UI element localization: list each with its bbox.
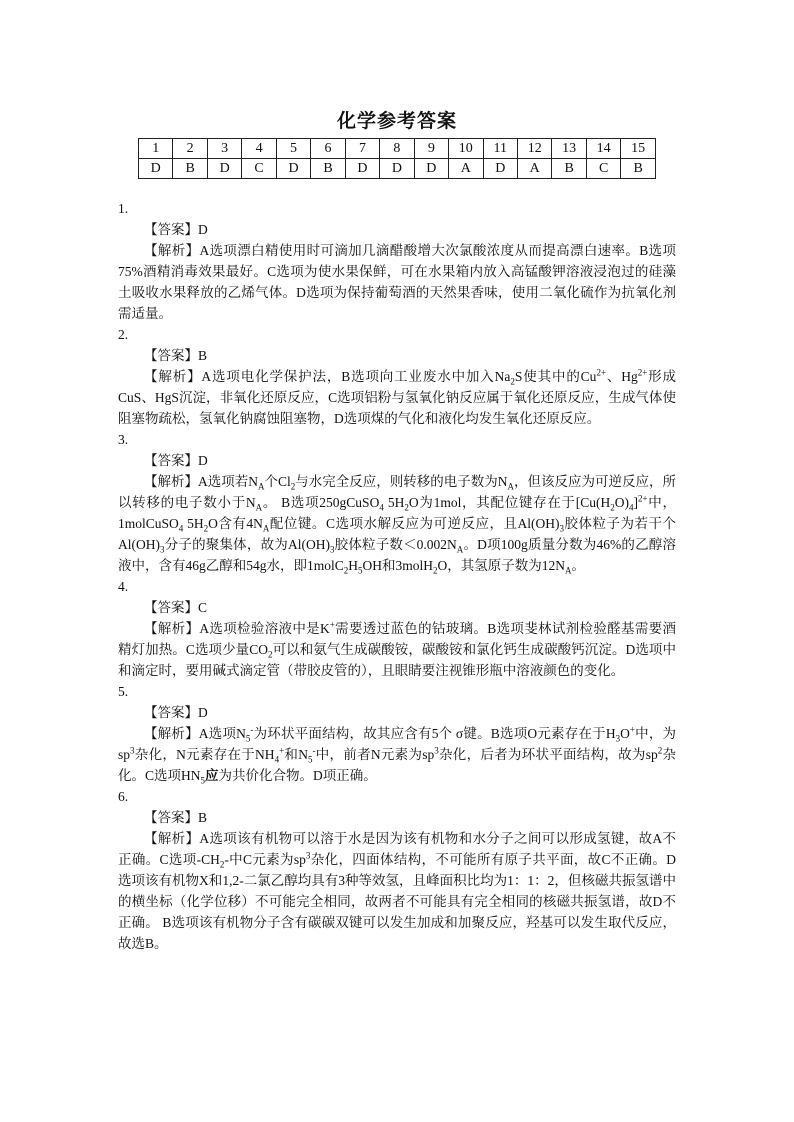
question-number-cell: 2 [173, 139, 207, 159]
answer-value: D [198, 453, 208, 468]
explanation-prefix: 【解析】 [144, 369, 202, 384]
explanation [118, 618, 676, 681]
question-block [118, 429, 676, 576]
explanation-prefix: 【解析】 [144, 474, 198, 489]
question-number-cell: 4 [242, 139, 276, 159]
answer-line [118, 219, 676, 240]
answer-value: B [198, 348, 208, 363]
answer-cell: D [139, 159, 173, 179]
question-block [118, 786, 676, 954]
question-number-cell: 3 [207, 139, 241, 159]
question-number-cell: 12 [517, 139, 551, 159]
answer-cell: B [552, 159, 586, 179]
explanation-prefix: 【解析】 [144, 831, 200, 846]
answer-table [138, 138, 656, 179]
question-number-cell: 15 [621, 139, 656, 159]
answer-table-answer-row [139, 159, 656, 179]
answer-cell: D [345, 159, 379, 179]
answer-prefix: 【答案】 [144, 810, 198, 825]
explanation [118, 240, 676, 324]
explanation-text: A选项检验溶液中是K+需要透过蓝色的钴玻璃。B选项斐林试剂检验醛基需要酒精灯加热。C选项少量$CO_2$可以和氨气生成碳酸铵，碳酸铵和氯化钙生成碳酸钙沉淀。D选项中和滴定时，要用碱式滴定管（带胶皮管的），且眼睛要注视锥形瓶中溶液颜色的变化。 [118, 619, 677, 678]
question-number-cell: 1 [139, 139, 173, 159]
answer-line [118, 597, 676, 618]
question-number-cell: 9 [414, 139, 448, 159]
explanation-text: A选项电化学保护法，B选项向工业废水中加入$Na_2S$使其中的$Cu^{2+}$、$Hg^{2+}$形成CuS、HgS沉淀，非氧化还原反应，C选项铝粉与氢氧化钠反应属于氧化还原反应，生成气体使阻塞物疏松，氢氧化钠腐蚀阻塞物，D选项煤的气化和液化均发生氧化还原反应。 [118, 367, 677, 426]
question-number: 4. [118, 579, 129, 594]
question-number-cell: 8 [380, 139, 414, 159]
explanation [118, 471, 676, 576]
answer-value: D [198, 705, 208, 720]
answer-value: C [198, 600, 208, 615]
page-title: 化学参考答案 [336, 110, 457, 132]
explanation-text: A选项若$N_A$个$Cl_2$与水完全反应，则转移的电子数为$N_A$，但该反应为可逆反应，所以转移的电子数小于$N_A$。 B选项250gCuSO$_4$ $5H_2O$为1mol，其配位键存在于$[Cu(H_2O)_4]^{2+}$中，1molCuSO$_4$ $5H_2O$含有$4N_A$配位键。C选项水解反应为可逆反应，且$Al(OH)_3$胶体粒子为若干个$Al(OH)_3$分子的聚集体，故为$Al(OH)_3$胶体粒子数$<0.002N_A$。D项100g质量分数为46%的乙醇溶液中，含有46g乙醇和54g水，即$1molC_2H_5OH$和3molH$_2$O，其氢原子数为$12N_A$。 [118, 474, 677, 576]
answer-line [118, 345, 676, 366]
answer-prefix: 【答案】 [144, 453, 198, 468]
answer-prefix: 【答案】 [144, 600, 198, 615]
explanations [118, 198, 676, 954]
question-number: 6. [118, 789, 129, 804]
answer-cell: A [517, 159, 551, 179]
answer-cell: C [242, 159, 276, 179]
answer-table-number-row [139, 139, 656, 159]
answer-cell: D [207, 159, 241, 179]
answer-line [118, 702, 676, 723]
question-number-cell: 5 [276, 139, 310, 159]
answer-cell: C [586, 159, 620, 179]
answer-cell: D [414, 159, 448, 179]
answer-value: D [198, 222, 208, 237]
answer-line [118, 807, 676, 828]
question-number: 3. [118, 432, 129, 447]
question-block [118, 681, 676, 786]
question-number: 5. [118, 684, 129, 699]
question-number-cell: 6 [311, 139, 345, 159]
explanation-text: A选项该有机物可以溶于水是因为该有机物和水分子之间可以形成氢键，故A不正确。C选项$-CH_2-$中C元素为$sp^3$杂化，四面体结构，不可能所有原子共平面，故C不正确。D选项该有机物X和1,2-二氯乙醇均具有3种等效氢，且峰面积比均为1：1：2，但核磁共振氢谱中的横坐标（化学位移）不可能完全相同，故两者不可能具有完全相同的核磁共振氢谱，故D不正确。 B选项该有机物分子含有碳碳双键可以发生加成和加聚反应，羟基可以发生取代反应，故选B。 [118, 831, 677, 951]
question-number-cell: 14 [586, 139, 620, 159]
question-number-cell: 7 [345, 139, 379, 159]
answer-cell: B [173, 159, 207, 179]
answer-line [118, 450, 676, 471]
question-number: 1. [118, 201, 129, 216]
answer-cell: A [449, 159, 483, 179]
explanation [118, 366, 676, 429]
question-block [118, 198, 676, 324]
answer-cell: B [311, 159, 345, 179]
explanation-prefix: 【解析】 [144, 621, 200, 636]
explanation [118, 828, 676, 954]
question-block [118, 324, 676, 429]
answer-prefix: 【答案】 [144, 222, 198, 237]
explanation-prefix: 【解析】 [144, 726, 199, 741]
answer-cell: B [621, 159, 656, 179]
explanation-text: A选项$N_5^-$为环状平面结构，故其应含有5个 σ键。B选项O元素存在于$H_3O^+$中，为$sp^3$杂化，N元素存在于$NH_4^+$和$N_5^-$中，前者N元素为$sp^3$杂化，后者为环状平面结构，故为$sp^2$杂化。C选项$HN_5$应为共价化合物。D项正确。 [118, 724, 677, 786]
answer-cell: D [483, 159, 517, 179]
explanation-prefix: 【解析】 [144, 243, 200, 258]
answer-prefix: 【答案】 [144, 705, 198, 720]
explanation [118, 723, 676, 786]
explanation-text: A选项漂白精使用时可滴加几滴醋酸增大次氯酸浓度从而提高漂白速率。B选项75%酒精消毒效果最好。C选项为使水果保鲜，可在水果箱内放入高锰酸钾溶液浸泡过的硅藻土吸收水果释放的乙烯气体。D选项为保持葡萄酒的天然果香味，使用二氧化硫作为抗氧化剂需适量。 [118, 243, 676, 321]
answer-value: B [198, 810, 208, 825]
answer-cell: D [380, 159, 414, 179]
answer-prefix: 【答案】 [144, 348, 198, 363]
question-number-cell: 10 [449, 139, 483, 159]
question-number: 2. [118, 327, 129, 342]
question-number-cell: 13 [552, 139, 586, 159]
question-number-cell: 11 [483, 139, 517, 159]
answer-cell: D [276, 159, 310, 179]
question-block [118, 576, 676, 681]
